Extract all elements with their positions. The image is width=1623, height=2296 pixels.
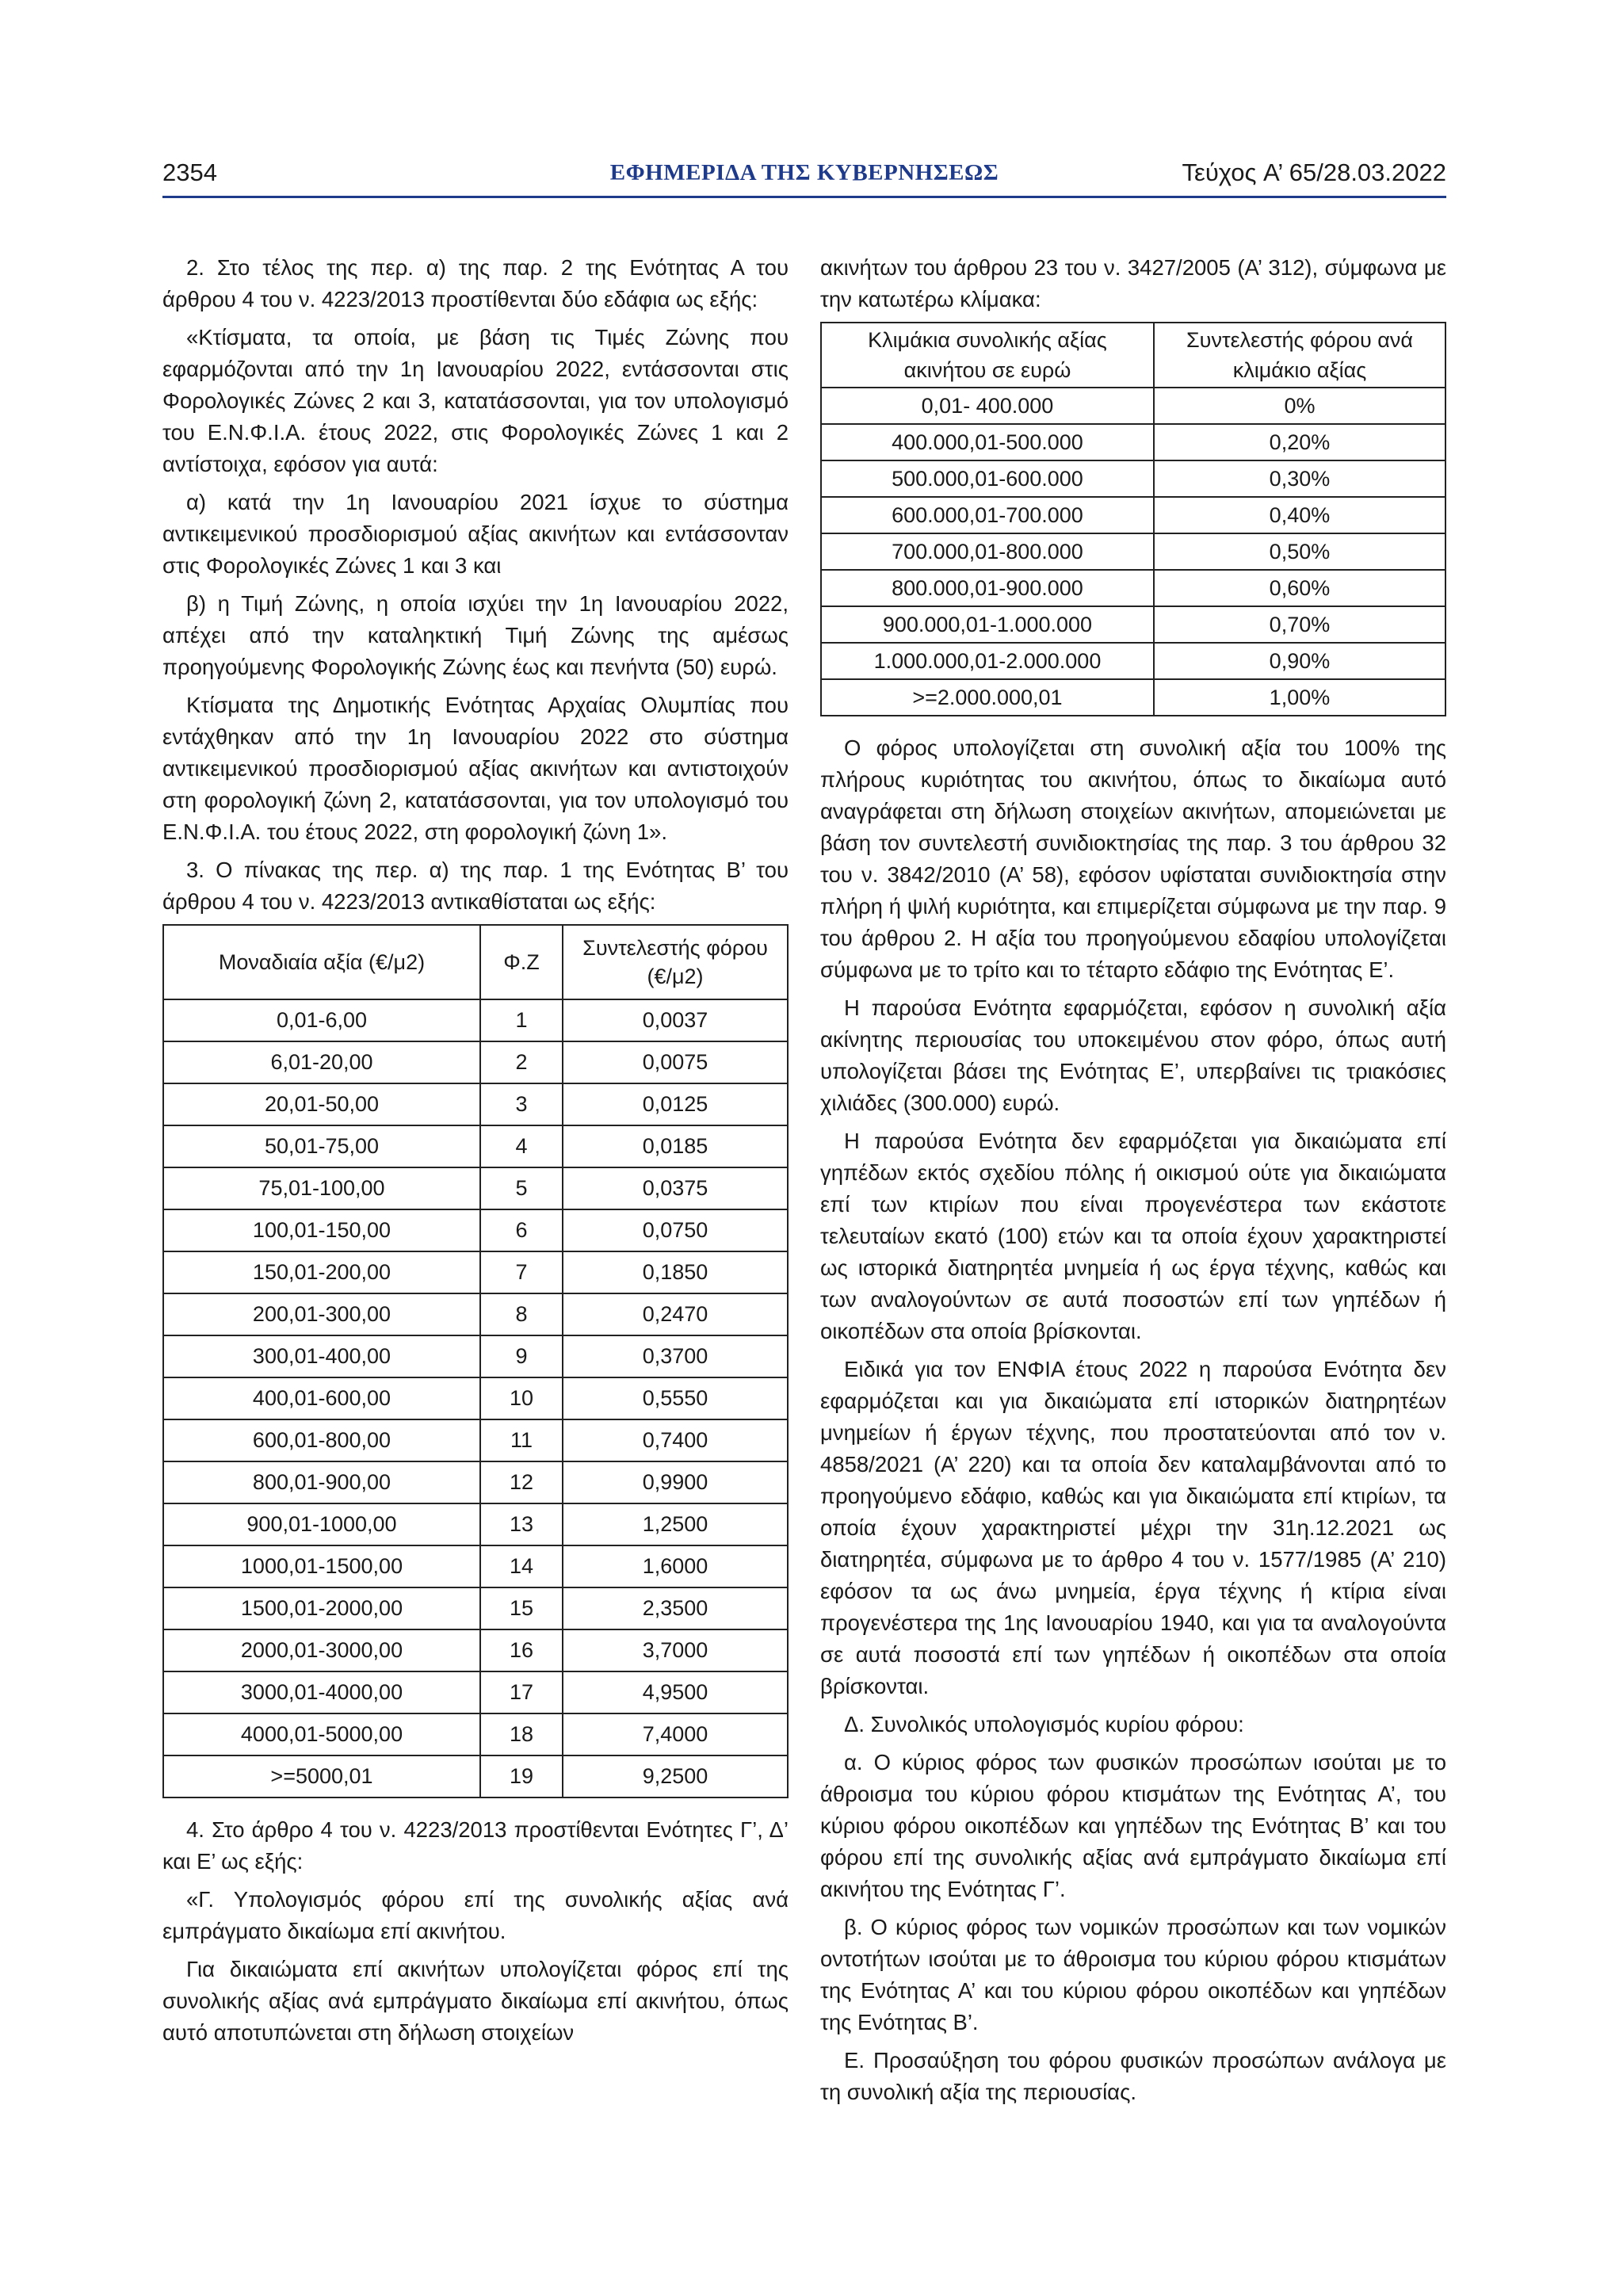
column-header: Συντελεστής φόρου ανά κλιμάκιο αξίας <box>1154 323 1445 388</box>
table-cell: 800.000,01-900.000 <box>821 570 1154 606</box>
column-header: Μοναδιαία αξία (€/μ2) <box>163 925 480 999</box>
table-cell: 18 <box>480 1713 563 1755</box>
header-rule <box>162 196 1446 198</box>
table-cell: 1500,01-2000,00 <box>163 1587 480 1629</box>
table-cell: 500.000,01-600.000 <box>821 460 1154 497</box>
zone-tax-table <box>162 924 789 1798</box>
table-row <box>821 570 1445 606</box>
paragraph: Κτίσματα της Δημοτικής Ενότητας Αρχαίας Ολυμπίας που εντάχθηκαν από την 1η Ιανουαρίου 2022 στο σύστημα αντικειμενικού προσδιορισμού αξίας ακινήτων και αντιστοιχούν στη φορολογική ζώνη 2, κατατάσσονται, για τον υπολογισμό του Ε.Ν.Φ.Ι.Α. του έτους 2022, στη φορολογική ζώνη 1». <box>162 693 789 844</box>
table-cell: 7 <box>480 1251 563 1293</box>
paragraph: 3. Ο πίνακας της περ. α) της παρ. 1 της Ενότητας Β’ του άρθρου 4 του ν. 4223/2013 αντικαθίσταται ως εξής: <box>162 858 789 914</box>
paragraph: β) η Τιμή Ζώνης, η οποία ισχύει την 1η Ιανουαρίου 2022, απέχει από την καταληκτική Τιμή Ζώνης της αμέσως προηγούμενης Φορολογικής Ζώνης έως και πενήντα (50) ευρώ. <box>162 591 789 679</box>
table-row <box>821 460 1445 497</box>
table-row <box>163 1125 788 1167</box>
table-cell: 300,01-400,00 <box>163 1335 480 1377</box>
paragraph: Ειδικά για τον ΕΝΦΙΑ έτους 2022 η παρούσα Ενότητα δεν εφαρμόζεται και για δικαιώματα επί ιστορικών διατηρητέων μνημείων ή έργων τέχνης, που προστατεύονται από τον ν. 4858/2021 (Α’ 220) και τα οποία δεν καταλαμβάνονται από το προηγούμενο εδάφιο, καθώς και για δικαιώματα επί κτιρίων, τα οποία έχουν χαρακτηριστεί μέχρι την 31η.12.2021 ως διατηρητέα, σύμφωνα με το άρθρο 4 του ν. 1577/1985 (Α’ 210) εφόσον τα ως άνω μνημεία, έργα τέχνης ή κτίρια είναι προγενέστερα της 1ης Ιανουαρίου 1940, και για τα αναλογούντα σε αυτά ποσοστά επί των γηπέδων ή οικοπέδων στα οποία βρίσκονται. <box>820 1357 1446 1698</box>
table-cell: 0,0375 <box>563 1167 788 1209</box>
table-cell: 1.000.000,01-2.000.000 <box>821 643 1154 679</box>
paragraph: ακινήτων του άρθρου 23 του ν. 3427/2005 (Α’ 312), σύμφωνα με την κατωτέρω κλίμακα: <box>820 255 1446 311</box>
table-row <box>163 1167 788 1209</box>
paragraph: Ο φόρος υπολογίζεται στη συνολική αξία του 100% της πλήρους κυριότητας του ακινήτου, όπως το δικαίωμα αυτό αναγράφεται στη δήλωση στοιχείων ακινήτων, απομειώνεται με βάση τον συντελεστή συνιδιοκτησίας της παρ. 3 του άρθρου 32 του ν. 3842/2010 (Α’ 58), εφόσον υφίσταται συνιδιοκτησία στην πλήρη ή ψιλή κυριότητα, και επιμερίζεται σύμφωνα με την παρ. 9 του άρθρου 2. Η αξία του προηγούμενου εδαφίου υπολογίζεται σύμφωνα με το τρίτο και το τέταρτο εδάφιο της Ενότητας Ε’. <box>820 735 1446 982</box>
table-row <box>821 497 1445 533</box>
table-row <box>163 1335 788 1377</box>
table-cell: 100,01-150,00 <box>163 1209 480 1251</box>
table-row <box>163 1419 788 1461</box>
paragraph: α. Ο κύριος φόρος των φυσικών προσώπων ισούται με το άθροισμα του κύριου φόρου κτισμάτων της Ενότητας Α’, του κύριου φόρου οικοπέδων και γηπέδων της Ενότητας Β’ και του φόρου επί της συνολικής αξίας ανά εμπράγματο δικαίωμα επί ακινήτου της Ενότητας Γ’. <box>820 1750 1446 1901</box>
table-cell: 0,3700 <box>563 1335 788 1377</box>
table-row <box>163 1041 788 1083</box>
paragraph: «Κτίσματα, τα οποία, με βάση τις Τιμές Ζώνης που εφαρμόζονται από την 1η Ιανουαρίου 2022, εντάσσονται στις Φορολογικές Ζώνες 2 και 3, κατατάσσονται, για τον υπολογισμό του Ε.Ν.Φ.Ι.Α. έτους 2022, στις Φορολογικές Ζώνες 1 και 2 αντίστοιχα, εφόσον για αυτά: <box>162 325 789 476</box>
paragraph: «Γ. Υπολογισμός φόρου επί της συνολικής αξίας ανά εμπράγματο δικαίωμα επί ακινήτου. <box>162 1887 789 1943</box>
table-cell: 2000,01-3000,00 <box>163 1629 480 1671</box>
table-cell: 0,0037 <box>563 999 788 1041</box>
column-header: Συντελεστής φόρου (€/μ2) <box>563 925 788 999</box>
table-cell: 0,0185 <box>563 1125 788 1167</box>
table-cell: 400,01-600,00 <box>163 1377 480 1419</box>
table-cell: 14 <box>480 1545 563 1587</box>
paragraph: Η παρούσα Ενότητα δεν εφαρμόζεται για δικαιώματα επί γηπέδων εκτός σχεδίου πόλης ή οικισμού ούτε για δικαιώματα επί των κτιρίων που είναι προγενέστερα των εκάστοτε τελευταίων εκατό (100) ετών και τα οποία έχουν χαρακτηριστεί ως ιστορικά διατηρητέα μνημεία ή ως έργα τέχνης, καθώς και των αναλογούντων σε αυτά ποσοστών επί των γηπέδων ή οικοπέδων στα οποία βρίσκονται. <box>820 1129 1446 1343</box>
table-cell: 0,30% <box>1154 460 1445 497</box>
paragraph: Ε. Προσαύξηση του φόρου φυσικών προσώπων ανάλογα με τη συνολική αξία της περιουσίας. <box>820 2048 1446 2104</box>
table-row <box>821 679 1445 716</box>
table-cell: 12 <box>480 1461 563 1503</box>
table-cell: 900.000,01-1.000.000 <box>821 606 1154 643</box>
table-row <box>821 424 1445 460</box>
table-cell: 900,01-1000,00 <box>163 1503 480 1545</box>
table-row <box>163 1671 788 1713</box>
table-cell: 600,01-800,00 <box>163 1419 480 1461</box>
table-cell: 0,7400 <box>563 1419 788 1461</box>
table-cell: 0,0075 <box>563 1041 788 1083</box>
table-row <box>163 1629 788 1671</box>
paragraph: Η παρούσα Ενότητα εφαρμόζεται, εφόσον η συνολική αξία ακίνητης περιουσίας του υποκειμένου στον φόρο, όπως αυτή υπολογίζεται βάσει της Ενότητας Ε’, υπερβαίνει τις τριακόσιες χιλιάδες (300.000) ευρώ. <box>820 995 1446 1115</box>
value-scale-table <box>820 322 1446 716</box>
table-row <box>163 1209 788 1251</box>
page-number: 2354 <box>162 159 217 186</box>
table-cell: 0,20% <box>1154 424 1445 460</box>
table-row <box>821 533 1445 570</box>
table-cell: 0,01-6,00 <box>163 999 480 1041</box>
table-cell: 1,6000 <box>563 1545 788 1587</box>
paragraph: 2. Στο τέλος της περ. α) της παρ. 2 της Ενότητας Α του άρθρου 4 του ν. 4223/2013 προστίθενται δύο εδάφια ως εξής: <box>162 255 789 311</box>
table-cell: 0,40% <box>1154 497 1445 533</box>
table-cell: 13 <box>480 1503 563 1545</box>
table-cell: 1000,01-1500,00 <box>163 1545 480 1587</box>
paragraph: Για δικαιώματα επί ακινήτων υπολογίζεται φόρος επί της συνολικής αξίας ανά εμπράγματο δικαίωμα επί ακινήτου, όπως αυτό αποτυπώνεται στη δήλωση στοιχείων <box>162 1957 789 2045</box>
table-cell: 9 <box>480 1335 563 1377</box>
table-cell: 0,0125 <box>563 1083 788 1125</box>
table-cell: >=5000,01 <box>163 1755 480 1797</box>
table-row <box>163 1293 788 1335</box>
table-cell: 4 <box>480 1125 563 1167</box>
column-header: Φ.Ζ <box>480 925 563 999</box>
table-cell: 0,1850 <box>563 1251 788 1293</box>
table-cell: 8 <box>480 1293 563 1335</box>
table-cell: 0,50% <box>1154 533 1445 570</box>
table-cell: 0,9900 <box>563 1461 788 1503</box>
table-cell: 6,01-20,00 <box>163 1041 480 1083</box>
table-cell: 1 <box>480 999 563 1041</box>
gazette-title: ΕΦΗΜΕΡΙΔΑ ΤΗΣ ΚΥΒΕΡΝΗΣΕΩΣ <box>609 160 999 185</box>
table-row <box>163 1755 788 1797</box>
table-cell: 7,4000 <box>563 1713 788 1755</box>
table-row <box>163 1377 788 1419</box>
table-row <box>163 1461 788 1503</box>
table-cell: >=2.000.000,01 <box>821 679 1154 716</box>
table-row <box>821 388 1445 424</box>
table-row <box>821 643 1445 679</box>
page-header <box>162 159 1446 190</box>
table-cell: 4000,01-5000,00 <box>163 1713 480 1755</box>
table-cell: 5 <box>480 1167 563 1209</box>
table-cell: 0,60% <box>1154 570 1445 606</box>
table-cell: 400.000,01-500.000 <box>821 424 1154 460</box>
table-cell: 17 <box>480 1671 563 1713</box>
table-cell: 2 <box>480 1041 563 1083</box>
table-cell: 6 <box>480 1209 563 1251</box>
table-cell: 3000,01-4000,00 <box>163 1671 480 1713</box>
issue-info: Τεύχος A’ 65/28.03.2022 <box>1182 159 1446 186</box>
table-cell: 800,01-900,00 <box>163 1461 480 1503</box>
table-cell: 0,2470 <box>563 1293 788 1335</box>
table-cell: 10 <box>480 1377 563 1419</box>
table-cell: 0,90% <box>1154 643 1445 679</box>
right-column <box>820 252 1446 2115</box>
table-cell: 0,01- 400.000 <box>821 388 1154 424</box>
table-cell: 0% <box>1154 388 1445 424</box>
column-header: Κλιμάκια συνολικής αξίας ακινήτου σε ευρώ <box>821 323 1154 388</box>
table-cell: 75,01-100,00 <box>163 1167 480 1209</box>
paragraph: 4. Στο άρθρο 4 του ν. 4223/2013 προστίθενται Ενότητες Γ’, Δ’ και Ε’ ως εξής: <box>162 1817 789 1874</box>
table-row <box>163 1503 788 1545</box>
table-row <box>821 606 1445 643</box>
left-column <box>162 252 789 2055</box>
table-cell: 11 <box>480 1419 563 1461</box>
table-header-row <box>821 323 1445 388</box>
table-row <box>163 999 788 1041</box>
table-cell: 3,7000 <box>563 1629 788 1671</box>
table-header-row <box>163 925 788 999</box>
table-row <box>163 1083 788 1125</box>
table-cell: 0,5550 <box>563 1377 788 1419</box>
table-cell: 20,01-50,00 <box>163 1083 480 1125</box>
table-cell: 600.000,01-700.000 <box>821 497 1154 533</box>
table-cell: 0,70% <box>1154 606 1445 643</box>
table-cell: 700.000,01-800.000 <box>821 533 1154 570</box>
table-cell: 1,00% <box>1154 679 1445 716</box>
table-row <box>163 1545 788 1587</box>
table-cell: 15 <box>480 1587 563 1629</box>
table-cell: 2,3500 <box>563 1587 788 1629</box>
table-row <box>163 1587 788 1629</box>
table-cell: 16 <box>480 1629 563 1671</box>
table-cell: 150,01-200,00 <box>163 1251 480 1293</box>
table-row <box>163 1251 788 1293</box>
table-cell: 4,9500 <box>563 1671 788 1713</box>
paragraph: Δ. Συνολικός υπολογισμός κυρίου φόρου: <box>844 1712 1244 1736</box>
table-cell: 50,01-75,00 <box>163 1125 480 1167</box>
table-row <box>163 1713 788 1755</box>
paragraph: β. Ο κύριος φόρος των νομικών προσώπων και των νομικών οντοτήτων ισούται με το άθροισμα του κύριου φόρου κτισμάτων της Ενότητας Α’ και του κύριου φόρου οικοπέδων και γηπέδων της Ενότητας Β’. <box>820 1915 1446 2034</box>
table-cell: 9,2500 <box>563 1755 788 1797</box>
table-cell: 0,0750 <box>563 1209 788 1251</box>
table-cell: 200,01-300,00 <box>163 1293 480 1335</box>
table-cell: 19 <box>480 1755 563 1797</box>
table-cell: 1,2500 <box>563 1503 788 1545</box>
table-cell: 3 <box>480 1083 563 1125</box>
paragraph: α) κατά την 1η Ιανουαρίου 2021 ίσχυε το σύστημα αντικειμενικού προσδιορισμού αξίας ακινήτων και εντάσσονταν στις Φορολογικές Ζώνες 1 και 3 και <box>162 490 789 578</box>
